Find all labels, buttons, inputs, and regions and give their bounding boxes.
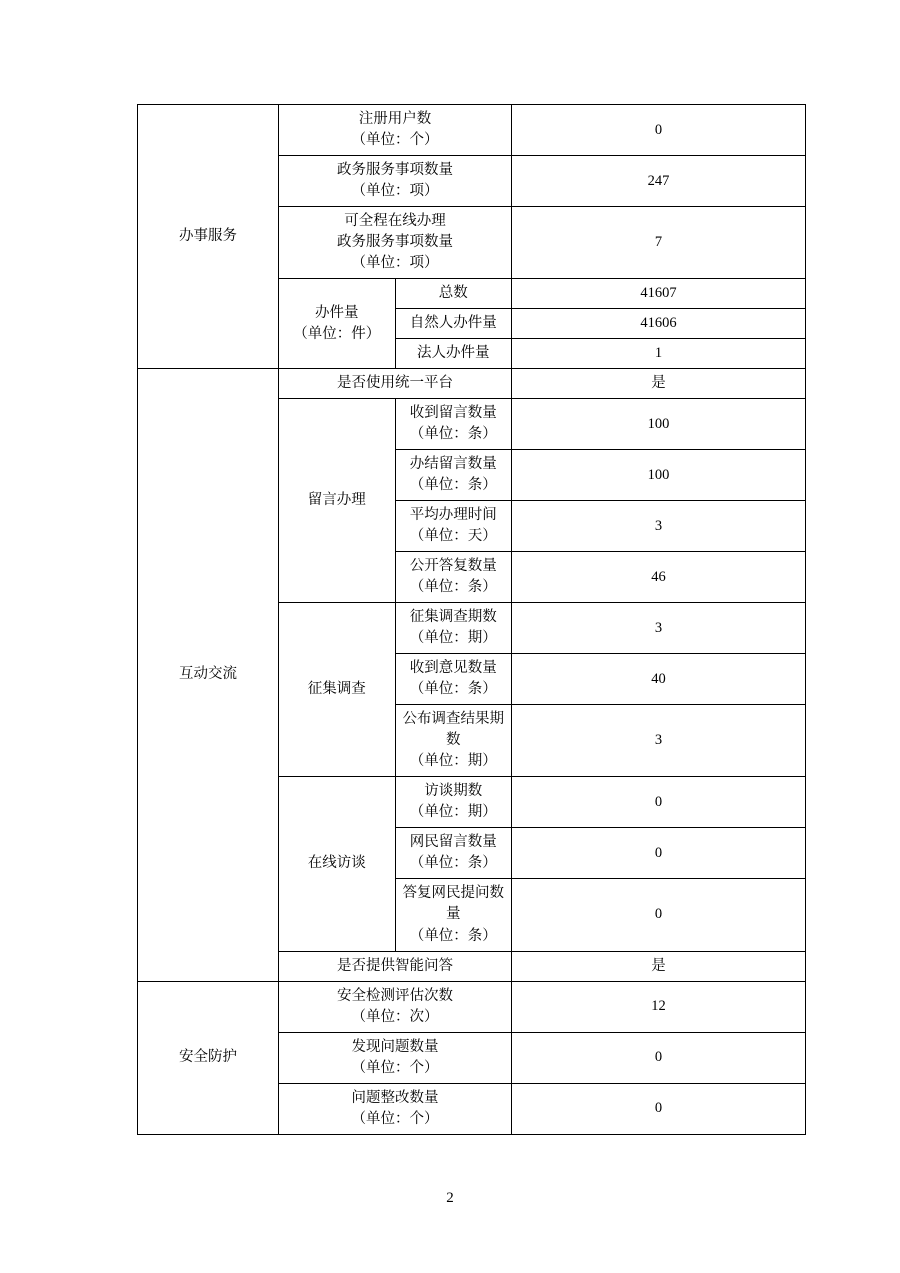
item-cell-message-handling: 留言办理 bbox=[279, 399, 396, 603]
value-cell-netizen-messages: 0 bbox=[512, 828, 806, 879]
sub-item-cell-average-handling-time bbox=[395, 501, 512, 552]
item-cell-online-interviews: 在线访谈 bbox=[279, 777, 396, 951]
value-cell-legal-person: 1 bbox=[512, 339, 806, 369]
value-cell-service-items: 247 bbox=[512, 156, 806, 207]
item-cell-issues-rectified bbox=[279, 1083, 512, 1134]
sub-item-unit: （单位：期） bbox=[409, 804, 497, 821]
sub-item-cell-public-replies bbox=[395, 552, 512, 603]
sub-item-unit: （单位：期） bbox=[409, 753, 497, 770]
value-cell-average-handling-time: 3 bbox=[512, 501, 806, 552]
category-cell-anquanfanghu bbox=[138, 981, 279, 1134]
sub-item-label: 答复网民提问数量 bbox=[402, 885, 504, 923]
table-row bbox=[138, 105, 806, 156]
item-label: 问题整改数量 bbox=[351, 1089, 439, 1106]
sub-item-cell-interview-periods bbox=[395, 777, 512, 828]
sub-item-cell-messages-received bbox=[395, 399, 512, 450]
category-label: 安全防护 bbox=[179, 1049, 237, 1066]
sub-item-label: 收到意见数量 bbox=[409, 660, 497, 677]
category-cell-hudongjiaoliu bbox=[138, 369, 279, 981]
item-cell-smart-qa: 是否提供智能问答 bbox=[279, 951, 512, 981]
value-cell-public-replies: 46 bbox=[512, 552, 806, 603]
item-cell-unified-platform: 是否使用统一平台 bbox=[279, 369, 512, 399]
sub-item-cell-natural-person: 自然人办件量 bbox=[395, 309, 512, 339]
item-cell-surveys: 征集调查 bbox=[279, 603, 396, 777]
sub-item-unit: （单位：条） bbox=[409, 426, 497, 443]
value-cell-issues-rectified: 0 bbox=[512, 1083, 806, 1134]
category-label: 互动交流 bbox=[179, 666, 237, 683]
item-unit: （单位：个） bbox=[351, 1110, 439, 1127]
report-table-container bbox=[137, 104, 790, 1135]
value-cell-interview-periods: 0 bbox=[512, 777, 806, 828]
item-label: 政务服务事项数量 bbox=[337, 162, 453, 179]
table-row bbox=[138, 981, 806, 1032]
value-cell-opinions-received: 40 bbox=[512, 654, 806, 705]
sub-item-label: 网民留言数量 bbox=[409, 834, 497, 851]
value-cell-natural-person: 41606 bbox=[512, 309, 806, 339]
sub-item-unit: （单位：条） bbox=[409, 579, 497, 596]
sub-item-cell-netizen-messages bbox=[395, 828, 512, 879]
value-cell-unified-platform: 是 bbox=[512, 369, 806, 399]
item-unit: （单位：项） bbox=[351, 255, 439, 272]
sub-item-unit: （单位：期） bbox=[409, 630, 497, 647]
sub-item-unit: （单位：条） bbox=[409, 681, 497, 698]
item-label: 注册用户数 bbox=[358, 111, 432, 127]
value-cell-registered-users: 0 bbox=[512, 105, 806, 156]
item-unit: （单位：个） bbox=[351, 1059, 439, 1076]
item-label-line1: 可全程在线办理 bbox=[344, 213, 446, 230]
item-cell-issues-found bbox=[279, 1032, 512, 1083]
table-row bbox=[138, 369, 806, 399]
sub-item-label: 办结留言数量 bbox=[409, 456, 497, 473]
value-cell-full-online-service-items: 7 bbox=[512, 207, 806, 279]
sub-item-label: 公开答复数量 bbox=[409, 558, 497, 575]
item-cell-service-items bbox=[279, 156, 512, 207]
sub-item-cell-legal-person: 法人办件量 bbox=[395, 339, 512, 369]
item-label: 发现问题数量 bbox=[351, 1038, 439, 1055]
item-cell-full-online-service-items bbox=[279, 207, 512, 279]
value-cell-issues-found: 0 bbox=[512, 1032, 806, 1083]
item-label: 办件量 bbox=[315, 304, 359, 321]
item-unit: （单位：件） bbox=[293, 325, 381, 342]
value-cell-messages-received: 100 bbox=[512, 399, 806, 450]
sub-item-label: 平均办理时间 bbox=[409, 507, 497, 524]
value-cell-published-results: 3 bbox=[512, 705, 806, 777]
category-label: 办事服务 bbox=[179, 228, 237, 245]
value-cell-smart-qa: 是 bbox=[512, 951, 806, 981]
item-unit: （单位：项） bbox=[351, 183, 439, 200]
sub-item-label: 访谈期数 bbox=[424, 783, 483, 800]
sub-item-unit: （单位：条） bbox=[409, 855, 497, 872]
item-label: 安全检测评估次数 bbox=[337, 987, 453, 1004]
value-cell-netizen-replies: 0 bbox=[512, 879, 806, 951]
sub-item-label: 公布调查结果期数 bbox=[402, 711, 504, 749]
item-cell-case-volume bbox=[279, 279, 396, 369]
sub-item-cell-survey-periods bbox=[395, 603, 512, 654]
sub-item-cell-messages-completed bbox=[395, 450, 512, 501]
sub-item-label: 收到留言数量 bbox=[409, 405, 497, 422]
value-cell-total: 41607 bbox=[512, 279, 806, 309]
item-cell-security-assessments bbox=[279, 981, 512, 1032]
sub-item-cell-opinions-received bbox=[395, 654, 512, 705]
item-unit: （单位：次） bbox=[351, 1008, 439, 1025]
sub-item-unit: （单位：条） bbox=[409, 477, 497, 494]
item-label-line2b: 政务服务事项数量 bbox=[337, 234, 453, 251]
item-unit: （单位：个） bbox=[351, 132, 439, 149]
sub-item-cell-published-results bbox=[395, 705, 512, 777]
item-cell-registered-users bbox=[279, 105, 512, 156]
sub-item-unit: （单位：条） bbox=[409, 927, 497, 944]
government-website-statistics-table bbox=[137, 104, 806, 1135]
sub-item-unit: （单位：天） bbox=[409, 528, 497, 545]
category-cell-banshifuwu bbox=[138, 105, 279, 369]
page-number: 2 bbox=[446, 1190, 454, 1206]
sub-item-cell-total: 总数 bbox=[395, 279, 512, 309]
value-cell-security-assessments: 12 bbox=[512, 981, 806, 1032]
value-cell-messages-completed: 100 bbox=[512, 450, 806, 501]
sub-item-cell-netizen-replies bbox=[395, 879, 512, 951]
value-cell-survey-periods: 3 bbox=[512, 603, 806, 654]
sub-item-label: 征集调查期数 bbox=[409, 609, 497, 626]
